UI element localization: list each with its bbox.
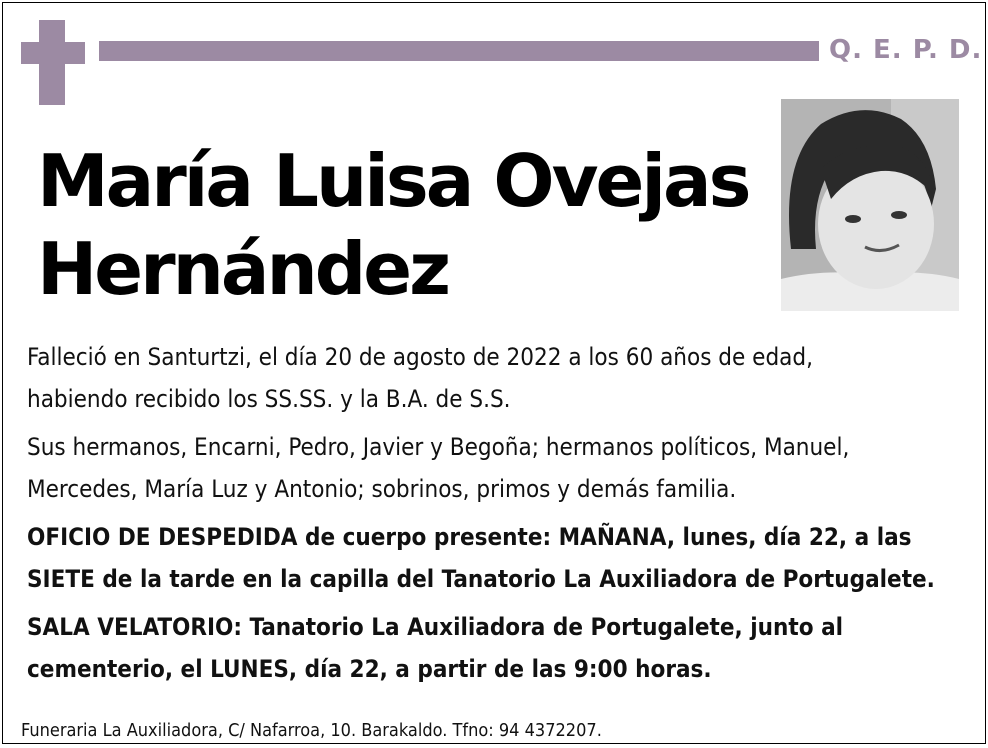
- paragraph-death-line-2: habiendo recibido los SS.SS. y la B.A. de S.S.: [27, 385, 511, 413]
- paragraph-family-line-2: Mercedes, María Luz y Antonio; sobrinos, primos y demás familia.: [27, 475, 737, 503]
- paragraph-death-line-1: Falleció en Santurtzi, el día 20 de agosto de 2022 a los 60 años de edad,: [27, 343, 813, 371]
- obituary-notice: [2, 2, 986, 744]
- paragraph-family-line-1: Sus hermanos, Encarni, Pedro, Javier y Begoña; hermanos políticos, Manuel,: [27, 433, 850, 461]
- funeral-home-footer: Funeraria La Auxiliadora, C/ Nafarroa, 10. Barakaldo. Tfno: 94 4372207.: [21, 720, 602, 741]
- paragraph-family: [27, 426, 967, 510]
- paragraph-wake: [27, 606, 967, 690]
- header-rule: [99, 41, 819, 61]
- cross-icon: [21, 20, 85, 105]
- portrait-photo: [781, 99, 959, 311]
- qepd-label: Q. E. P. D.: [829, 35, 983, 65]
- deceased-name: [37, 137, 777, 313]
- paragraph-service: [27, 516, 967, 600]
- name-line-1: María Luisa Ovejas: [37, 139, 749, 223]
- paragraph-death: [27, 336, 967, 420]
- notice-body: [27, 336, 967, 696]
- paragraph-service-line-2: SIETE de la tarde en la capilla del Tanatorio La Auxiliadora de Portugalete.: [27, 565, 935, 593]
- paragraph-service-line-1: OFICIO DE DESPEDIDA de cuerpo presente: MAÑANA, lunes, día 22, a las: [27, 523, 912, 551]
- paragraph-wake-line-1: SALA VELATORIO: Tanatorio La Auxiliadora de Portugalete, junto al: [27, 613, 844, 641]
- name-line-2: Hernández: [37, 227, 448, 311]
- paragraph-wake-line-2: cementerio, el LUNES, día 22, a partir de las 9:00 horas.: [27, 655, 712, 683]
